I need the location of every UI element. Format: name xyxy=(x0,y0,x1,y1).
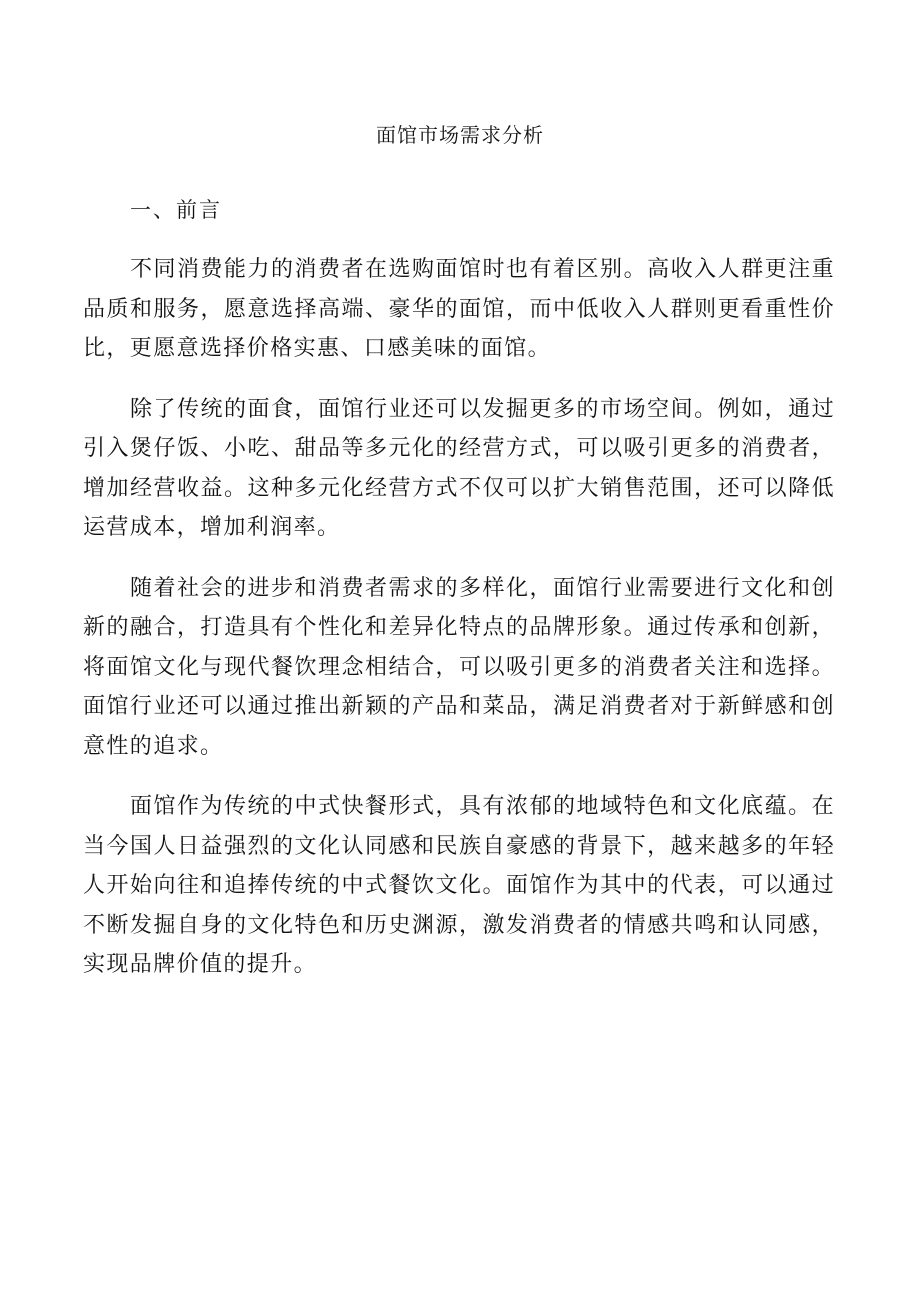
document-body xyxy=(83,250,835,1006)
paragraph-4: 面馆作为传统的中式快餐形式，具有浓郁的地域特色和文化底蕴。在当今国人日益强烈的文化认同感和民族自豪感的背景下，越来越多的年轻人开始向往和追捧传统的中式餐饮文化。面馆作为其中的代表，可以通过不断发掘自身的文化特色和历史渊源，激发消费者的情感共鸣和认同感，实现品牌价值的提升。 xyxy=(83,794,835,977)
document-title: 面馆市场需求分析 xyxy=(376,123,544,147)
paragraph-3: 随着社会的进步和消费者需求的多样化，面馆行业需要进行文化和创新的融合，打造具有个性化和差异化特点的品牌形象。通过传承和创新，将面馆文化与现代餐饮理念相结合，可以吸引更多的消费者关注和选择。面馆行业还可以通过推出新颖的产品和菜品，满足消费者对于新鲜感和创意性的追求。 xyxy=(83,575,835,759)
paragraph-2: 除了传统的面食，面馆行业还可以发掘更多的市场空间。例如，通过引入煲仔饭、小吃、甜品等多元化的经营方式，可以吸引更多的消费者，增加经营收益。这种多元化经营方式不仅可以扩大销售范围，还可以降低运营成本，增加利润率。 xyxy=(83,396,835,540)
paragraph-1: 不同消费能力的消费者在选购面馆时也有着区别。高收入人群更注重品质和服务，愿意选择高端、豪华的面馆，而中低收入人群则更看重性价比，更愿意选择价格实惠、口感美味的面馆。 xyxy=(83,257,835,361)
section-heading: 一、前言 xyxy=(130,198,222,222)
